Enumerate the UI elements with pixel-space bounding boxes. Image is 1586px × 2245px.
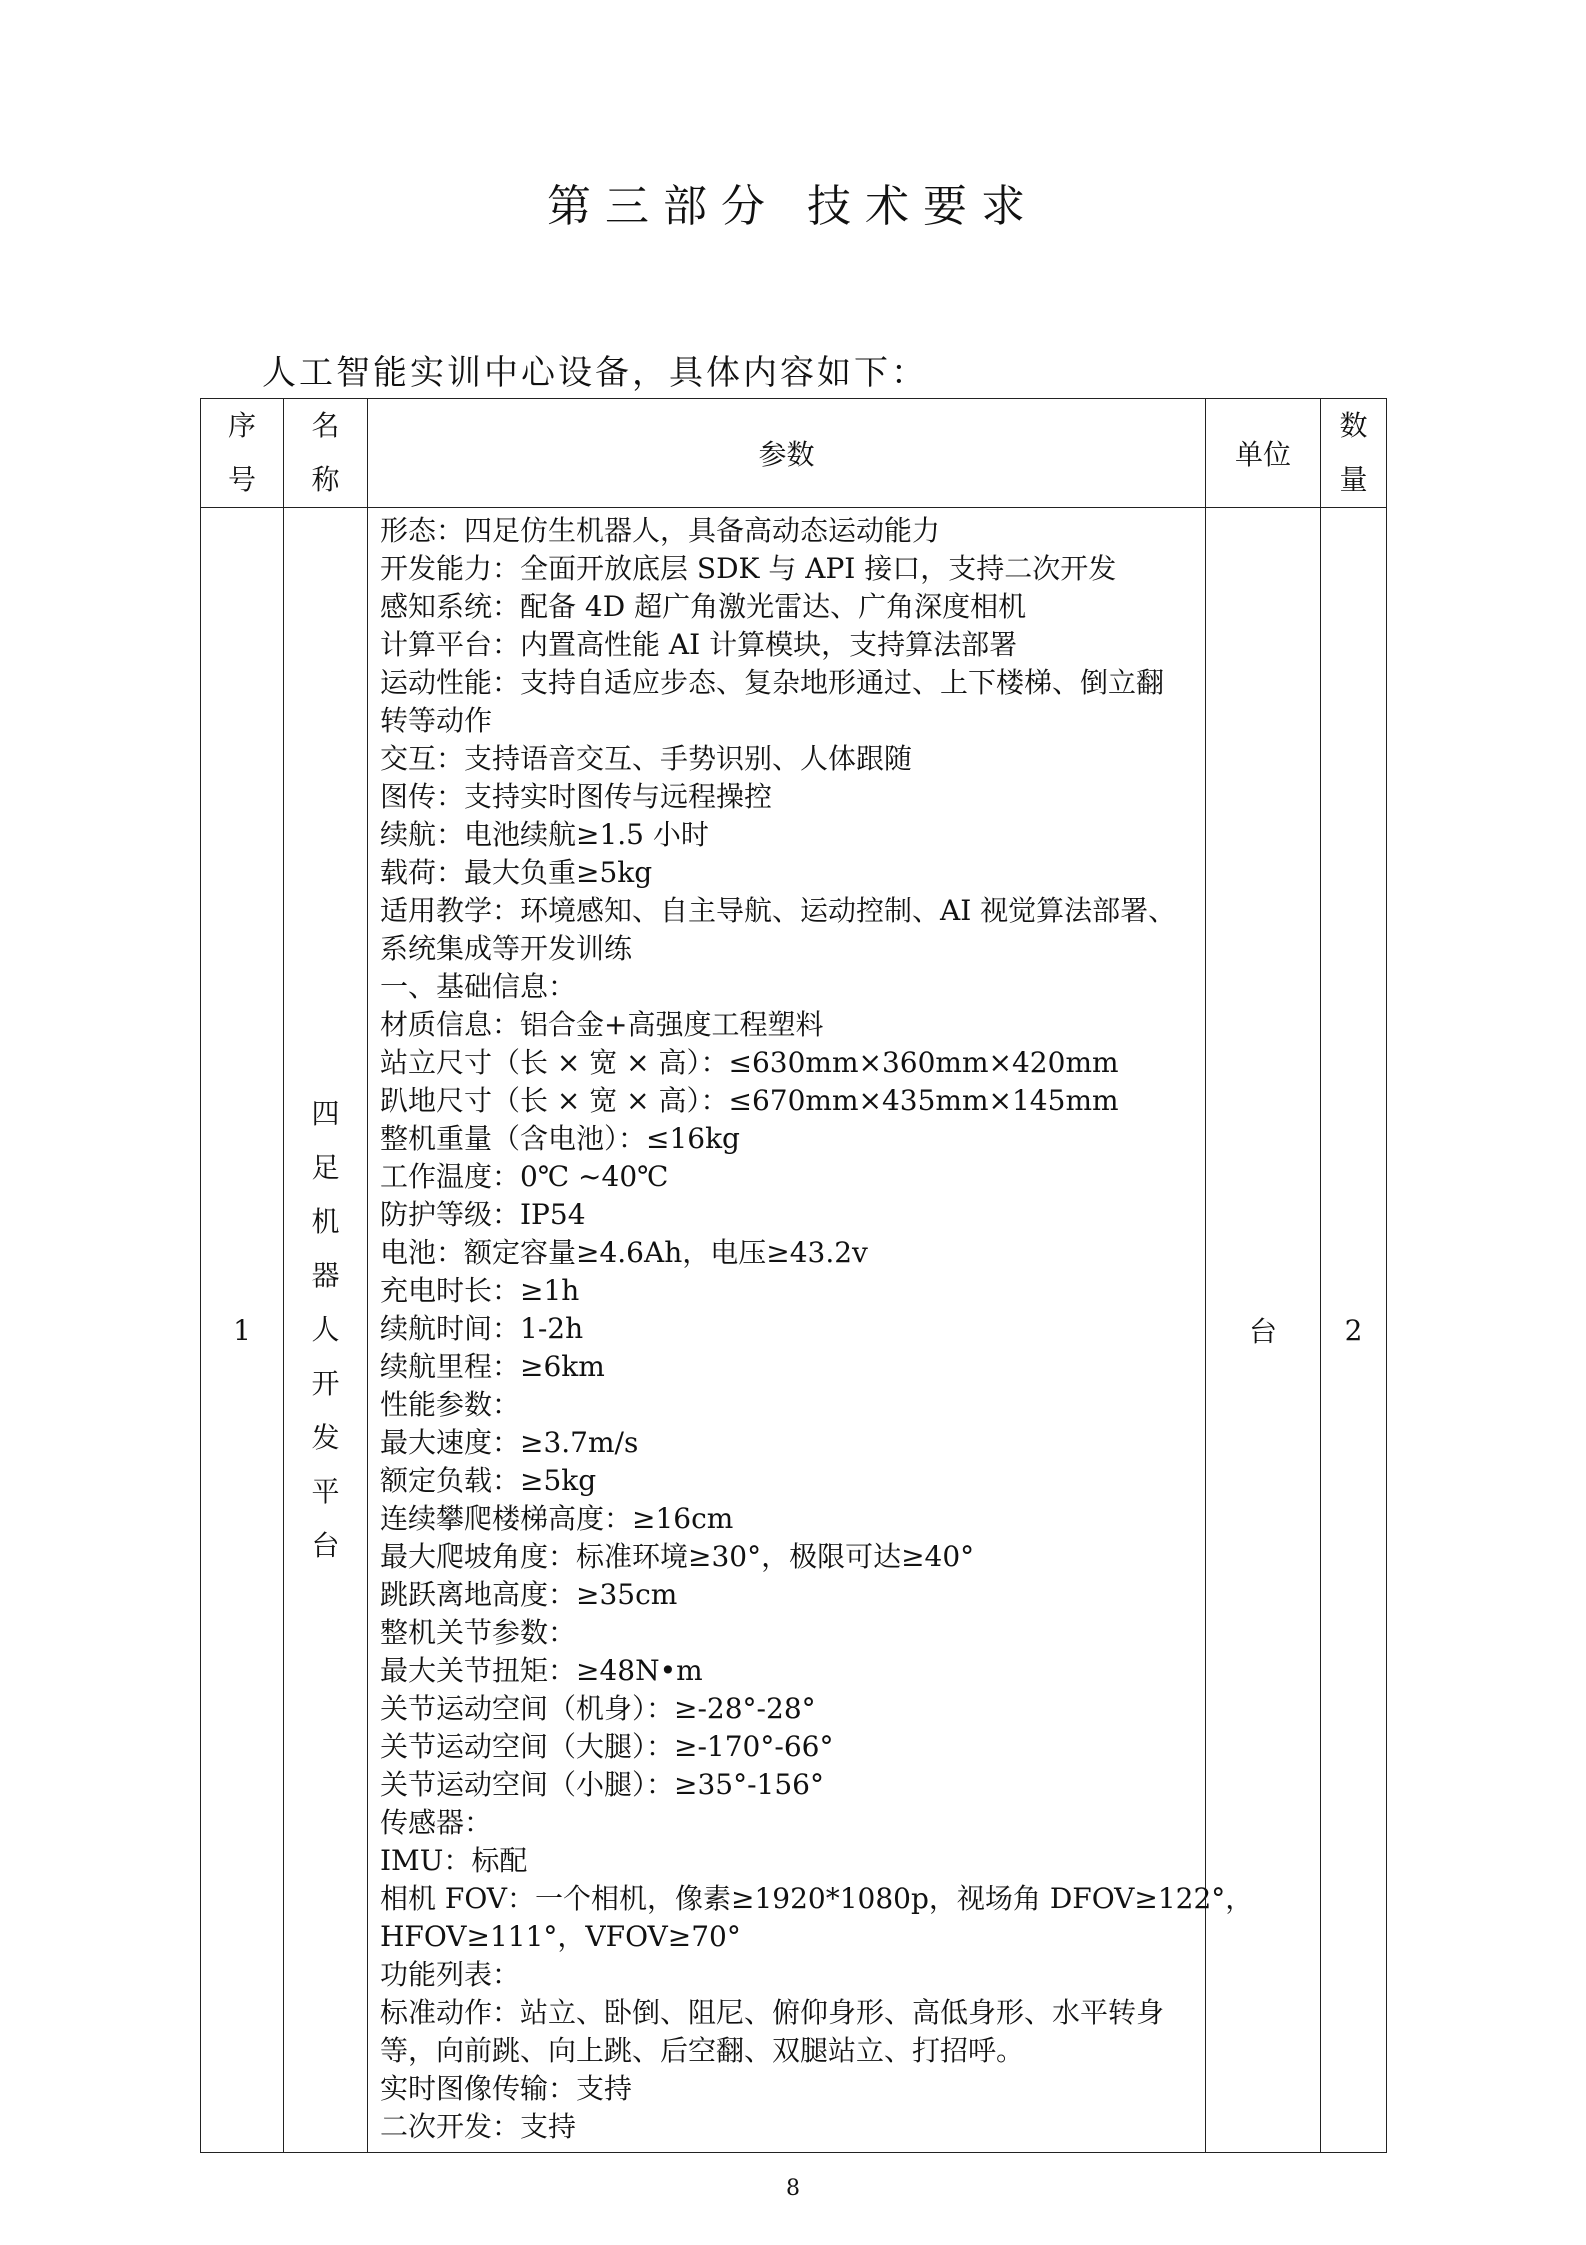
param-line: 材质信息：铝合金+高强度工程塑料 <box>380 1008 824 1041</box>
name-char: 四 <box>311 1097 340 1130</box>
page-title: 第三部分 技术要求 <box>547 181 1039 232</box>
param-line: 关节运动空间（小腿）：≥35°-156° <box>380 1768 824 1801</box>
param-line: 续航时间：1-2h <box>380 1312 584 1345</box>
name-char: 器 <box>311 1259 340 1292</box>
param-line: 最大速度：≥3.7m/s <box>380 1426 639 1459</box>
param-line: 形态：四足仿生机器人，具备高动态运动能力 <box>380 514 941 547</box>
param-line: 连续攀爬楼梯高度：≥16cm <box>380 1502 734 1535</box>
param-line: 运动性能：支持自适应步态、复杂地形通过、上下楼梯、倒立翻 <box>380 666 1165 699</box>
param-line: 工作温度：0℃ ~40℃ <box>380 1160 669 1193</box>
param-line: 电池：额定容量≥4.6Ah，电压≥43.2v <box>380 1236 868 1269</box>
row-params <box>368 508 1254 2153</box>
row-name <box>284 508 368 2153</box>
param-line: 续航里程：≥6km <box>380 1350 605 1383</box>
param-line: 额定负载：≥5kg <box>380 1464 597 1497</box>
param-line: 适用教学：环境感知、自主导航、运动控制、AI 视觉算法部署、 <box>380 894 1177 927</box>
param-line: HFOV≥111°，VFOV≥70° <box>380 1920 741 1953</box>
param-line: 关节运动空间（大腿）：≥-170°-66° <box>380 1730 834 1763</box>
param-line: 充电时长：≥1h <box>380 1274 580 1307</box>
header-qty: 数 量 <box>1321 399 1387 508</box>
name-char: 人 <box>311 1313 340 1346</box>
name-char: 开 <box>311 1367 340 1400</box>
intro-text: 人工智能实训中心设备，具体内容如下： <box>262 353 928 393</box>
param-line: 图传：支持实时图传与远程操控 <box>380 780 773 813</box>
param-line: 站立尺寸（长 × 宽 × 高）：≤630mm×360mm×420mm <box>380 1046 1119 1079</box>
param-line: 趴地尺寸（长 × 宽 × 高）：≤670mm×435mm×145mm <box>380 1084 1119 1117</box>
param-line: 防护等级：IP54 <box>380 1198 586 1231</box>
param-line: 整机重量（含电池）：≤16kg <box>380 1122 740 1155</box>
param-line: 交互：支持语音交互、手势识别、人体跟随 <box>380 742 913 775</box>
param-line: 系统集成等开发训练 <box>380 932 633 965</box>
spec-table <box>200 398 1387 2153</box>
param-line: 开发能力：全面开放底层 SDK 与 API 接口，支持二次开发 <box>380 552 1117 585</box>
table-header-row <box>201 399 1387 508</box>
param-line: 标准动作：站立、卧倒、阻尼、俯仰身形、高低身形、水平转身 <box>380 1996 1165 2029</box>
param-line: 实时图像传输：支持 <box>380 2072 633 2105</box>
header-param: 参数 <box>368 399 1206 508</box>
param-line: 感知系统：配备 4D 超广角激光雷达、广角深度相机 <box>380 590 1027 623</box>
param-line: 最大关节扭矩：≥48N•m <box>380 1654 703 1687</box>
page-number: 8 <box>786 2176 800 2201</box>
param-line: 最大爬坡角度：标准环境≥30°，极限可达≥40° <box>380 1540 975 1573</box>
param-line: 相机 FOV：一个相机，像素≥1920*1080p，视场角 DFOV≥122°， <box>380 1882 1254 1915</box>
table-row <box>201 508 1387 2153</box>
param-line: 性能参数： <box>380 1388 521 1421</box>
header-no: 序 号 <box>201 399 284 508</box>
param-line: 关节运动空间（机身）：≥-28°-28° <box>380 1692 816 1725</box>
param-line: 二次开发：支持 <box>380 2110 577 2143</box>
row-unit: 台 <box>1206 508 1321 2153</box>
param-line: IMU：标配 <box>380 1844 528 1877</box>
name-char: 发 <box>311 1421 340 1454</box>
param-line: 续航：电池续航≥1.5 小时 <box>380 818 709 851</box>
row-qty: 2 <box>1321 508 1387 2153</box>
param-line: 计算平台：内置高性能 AI 计算模块，支持算法部署 <box>380 628 1018 661</box>
param-line: 功能列表： <box>380 1958 521 1991</box>
header-unit: 单位 <box>1206 399 1321 508</box>
param-line: 传感器： <box>380 1806 493 1839</box>
param-line: 整机关节参数： <box>380 1616 577 1649</box>
param-line: 转等动作 <box>380 704 493 737</box>
name-char: 机 <box>311 1205 340 1238</box>
param-line: 载荷：最大负重≥5kg <box>380 856 653 889</box>
param-line: 一、基础信息： <box>380 970 577 1003</box>
param-line: 跳跃离地高度：≥35cm <box>380 1578 678 1611</box>
name-char: 台 <box>311 1529 340 1562</box>
param-line: 等，向前跳、向上跳、后空翻、双腿站立、打招呼。 <box>380 2034 1025 2067</box>
header-name: 名 称 <box>284 399 368 508</box>
row-no: 1 <box>201 508 284 2153</box>
name-char: 足 <box>311 1151 340 1184</box>
name-char: 平 <box>311 1475 340 1508</box>
